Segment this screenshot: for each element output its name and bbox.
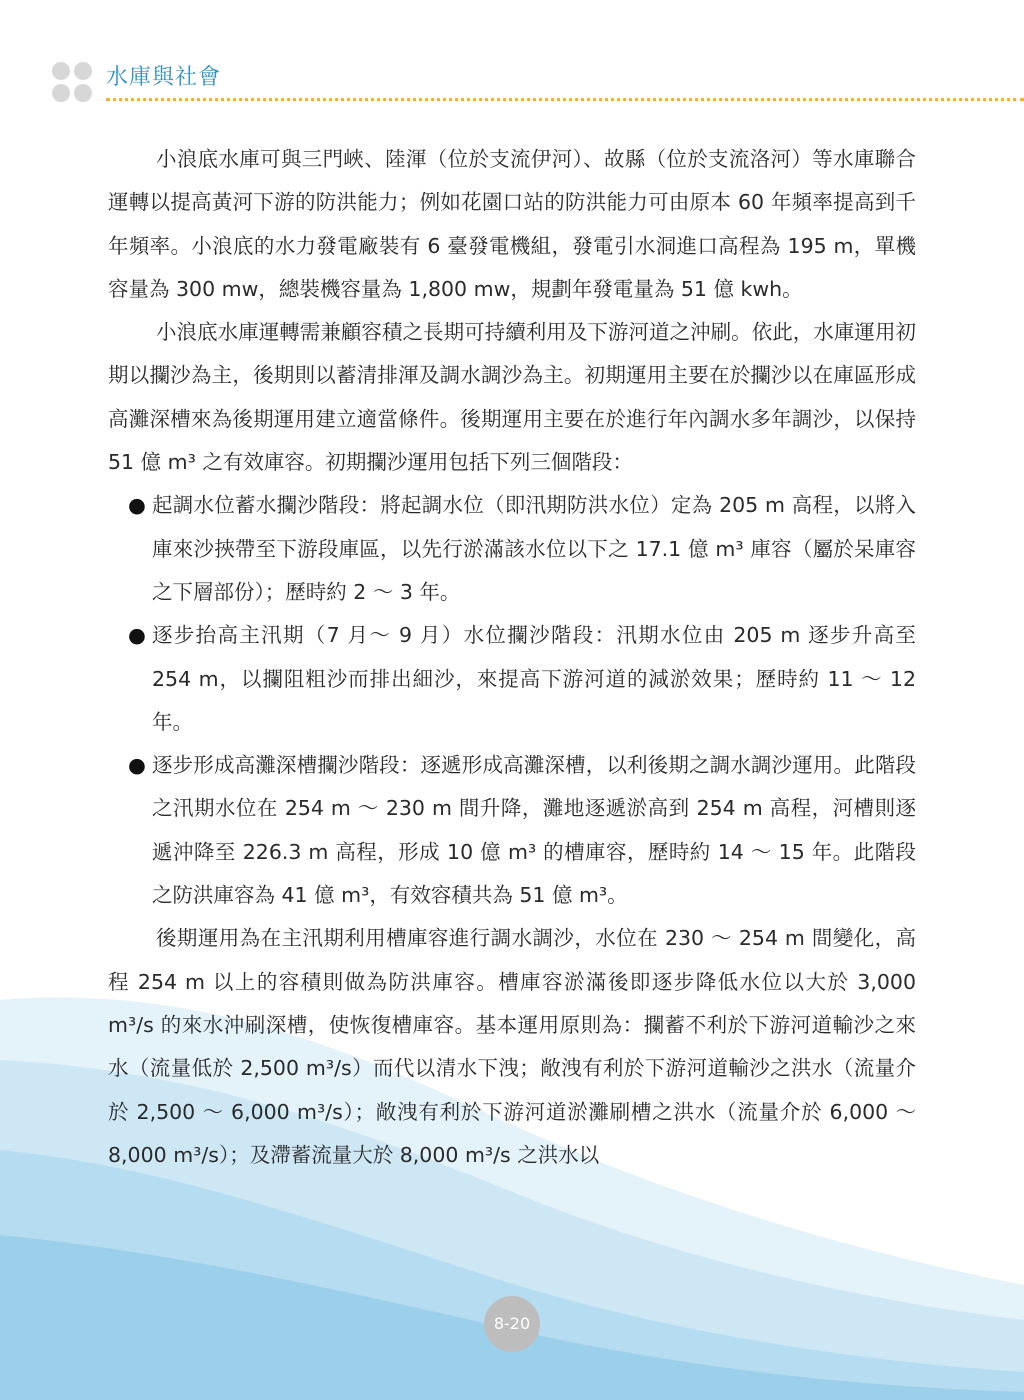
bullet-icon: ● (128, 623, 146, 648)
main-content (108, 138, 916, 1177)
bullet-icon: ● (128, 493, 146, 518)
bullet-icon: ● (128, 753, 146, 778)
list-item (108, 614, 916, 744)
page-number-badge: 8-20 (484, 1296, 540, 1352)
chapter-title: 水庫與社會 (106, 65, 222, 90)
page-header (52, 58, 1024, 102)
list-item (108, 484, 916, 614)
list-item (108, 744, 916, 917)
list-item-text: 逐步形成高灘深槽攔沙階段：逐遞形成高灘深槽，以利後期之調水調沙運用。此階段之汛期水位在 254 m ～ 230 m 間升降，灘地逐遞淤高到 254 m 高程，河槽則逐遞沖降至 226.3 m 高程，形成 10 億 m³ 的槽庫容，歷時約 14 ～ 15 年。此階段之防洪庫容為 41 億 m³，有效容積共為 51 億 m³。 (152, 753, 916, 908)
paragraph-3: 後期運用為在主汛期利用槽庫容進行調水調沙，水位在 230 ～ 254 m 間變化，高程 254 m 以上的容積則做為防洪庫容。槽庫容淤滿後即逐步降低水位以大於 3,000 m³/s 的來水沖刷深槽，使恢復槽庫容。基本運用原則為：攔蓄不利於下游河道輸沙之來水（流量低於 2,500 m³/s）而代以清水下洩；敞洩有利於下游河道輸沙之洪水（流量介於 2,500 ～ 6,000 m³/s）；敞洩有利於下游河道淤灘刷槽之洪水（流量介於 6,000 ～ 8,000 m³/s）；及滯蓄流量大於 8,000 m³/s 之洪水以 (108, 926, 916, 1167)
header-logo-dots-icon (52, 62, 96, 102)
list-item-text: 起調水位蓄水攔沙階段：將起調水位（即汛期防洪水位）定為 205 m 高程，以將入庫來沙挾帶至下游段庫區，以先行淤滿該水位以下之 17.1 億 m³ 庫容（屬於呆庫容之下層部份）；歷時約 2 ～ 3 年。 (152, 493, 916, 604)
list-item-text: 逐步抬高主汛期（7 月～ 9 月）水位攔沙階段：汛期水位由 205 m 逐步升高至 254 m，以攔阻粗沙而排出細沙，來提高下游河道的減淤效果；歷時約 11 ～ 12 年。 (152, 623, 916, 734)
header-divider (106, 98, 1024, 101)
paragraph-2: 小浪底水庫運轉需兼顧容積之長期可持續利用及下游河道之沖刷。依此，水庫運用初期以攔沙為主，後期則以蓄清排渾及調水調沙為主。初期運用主要在於攔沙以在庫區形成高灘深槽來為後期運用建立適當條件。後期運用主要在於進行年內調水多年調沙，以保持 51 億 m³ 之有效庫容。初期攔沙運用包括下列三個階段： (108, 320, 916, 475)
stage-list (108, 484, 916, 917)
paragraph-1: 小浪底水庫可與三門峽、陸渾（位於支流伊河）、故縣（位於支流洛河）等水庫聯合運轉以提高黃河下游的防洪能力；例如花園口站的防洪能力可由原本 60 年頻率提高到千年頻率。小浪底的水力發電廠裝有 6 臺發電機組，發電引水洞進口高程為 195 m，單機容量為 300 mw，總裝機容量為 1,800 mw，規劃年發電量為 51 億 kwh。 (108, 147, 916, 301)
